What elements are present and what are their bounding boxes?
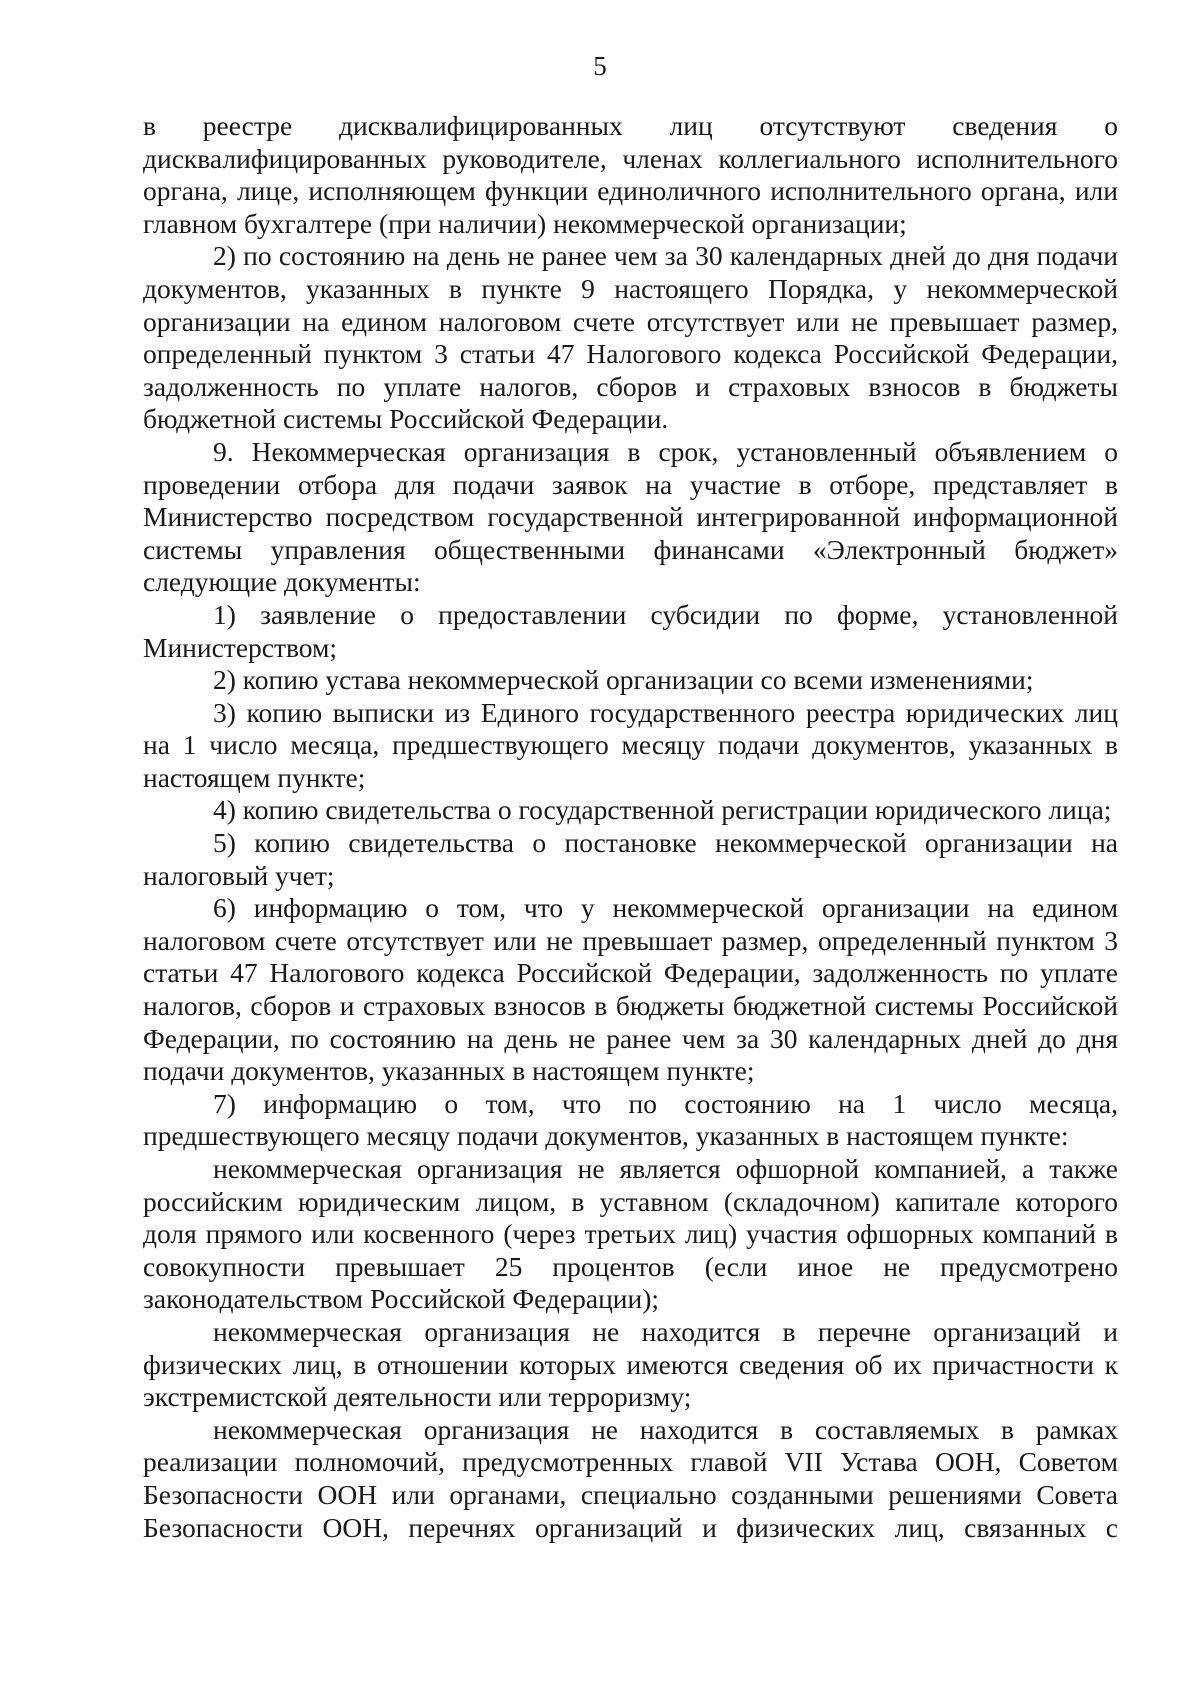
paragraph-doc-2-charter: 2) копию устава некоммерческой организации со всеми изменениями; (213, 664, 1034, 696)
paragraph-section-9: 9. Некоммерческая организация в срок, установленный объявлением о проведении отбора для подачи заявок на участие в отборе, представляет в Министерство посредством государственной интегрированной информационной системы управления общественными финансами «Электронный бюджет» следующие документы: (143, 435, 1118, 598)
paragraph-extremism-list: некоммерческая организация не находится в перечне организаций и физических лиц, в отношении которых имеются сведения об их причастности к экстремистской деятельности или терроризму; (143, 1315, 1118, 1413)
paragraph-offshore: некоммерческая организация не является офшорной компанией, а также российским юридическим лицом, в уставном (складочном) капитале которого доля прямого или косвенного (через третьих лиц) участия офшорных компаний в совокупности превышает 25 процентов (если иное не предусмотрено законодательством Российской Федерации); (143, 1153, 1118, 1315)
paragraph-doc-4-registration-certificate: 4) копию свидетельства о государственной регистрации юридического лица; (213, 794, 1112, 826)
paragraph-doc-7-info: 7) информацию о том, что по состоянию на 1 число месяца, предшествующего месяцу подачи документов, указанных в настоящем пункте: (143, 1087, 1118, 1152)
paragraph-item-2-tax-debt: 2) по состоянию на день не ранее чем за 30 календарных дней до дня подачи документов, указанных в пункте 9 настоящего Порядка, у некоммерческой организации на едином налоговом счете отсутствует или не превышает размер, определенный пунктом 3 статьи 47 Налогового кодекса Российской Федерации, задолженность по уплате налогов, сборов и страховых взносов в бюджеты бюджетной системы Российской Федерации. (143, 240, 1118, 435)
page-number: 5 (593, 51, 607, 81)
paragraph-disqualified-registry: в реестре дисквалифицированных лиц отсутствуют сведения о дисквалифицированных руководителе, членах коллегиального исполнительного органа, лице, исполняющем функции единоличного исполнительного органа, или главном бухгалтере (при наличии) некоммерческой организации; (143, 110, 1118, 239)
document-body (143, 110, 1118, 1544)
paragraph-doc-1-application: 1) заявление о предоставлении субсидии по форме, установленной Министерством; (143, 598, 1118, 663)
paragraph-un-lists: некоммерческая организация не находится в составляемых в рамках реализации полномочий, предусмотренных главой VII Устава ООН, Советом Безопасности ООН или органами, специально созданными решениями Совета Безопасности ООН, перечнях организаций и физических лиц, связанных с (143, 1413, 1118, 1543)
paragraph-doc-5-tax-certificate: 5) копию свидетельства о постановке некоммерческой организации на налоговый учет; (143, 827, 1118, 891)
paragraph-doc-3-registry-extract: 3) копию выписки из Единого государственного реестра юридических лиц на 1 число месяца, предшествующего месяцу подачи документов, указанных в настоящем пункте; (143, 696, 1118, 793)
paragraph-doc-6-tax-account-info: 6) информацию о том, что у некоммерческой организации на едином налоговом счете отсутствует или не превышает размер, определенный пунктом 3 статьи 47 Налогового кодекса Российской Федерации, задолженность по уплате налогов, сборов и страховых взносов в бюджеты бюджетной системы Российской Федерации, по состоянию на день не ранее чем за 30 календарных дней до дня подачи документов, указанных в настоящем пункте; (143, 892, 1118, 1087)
